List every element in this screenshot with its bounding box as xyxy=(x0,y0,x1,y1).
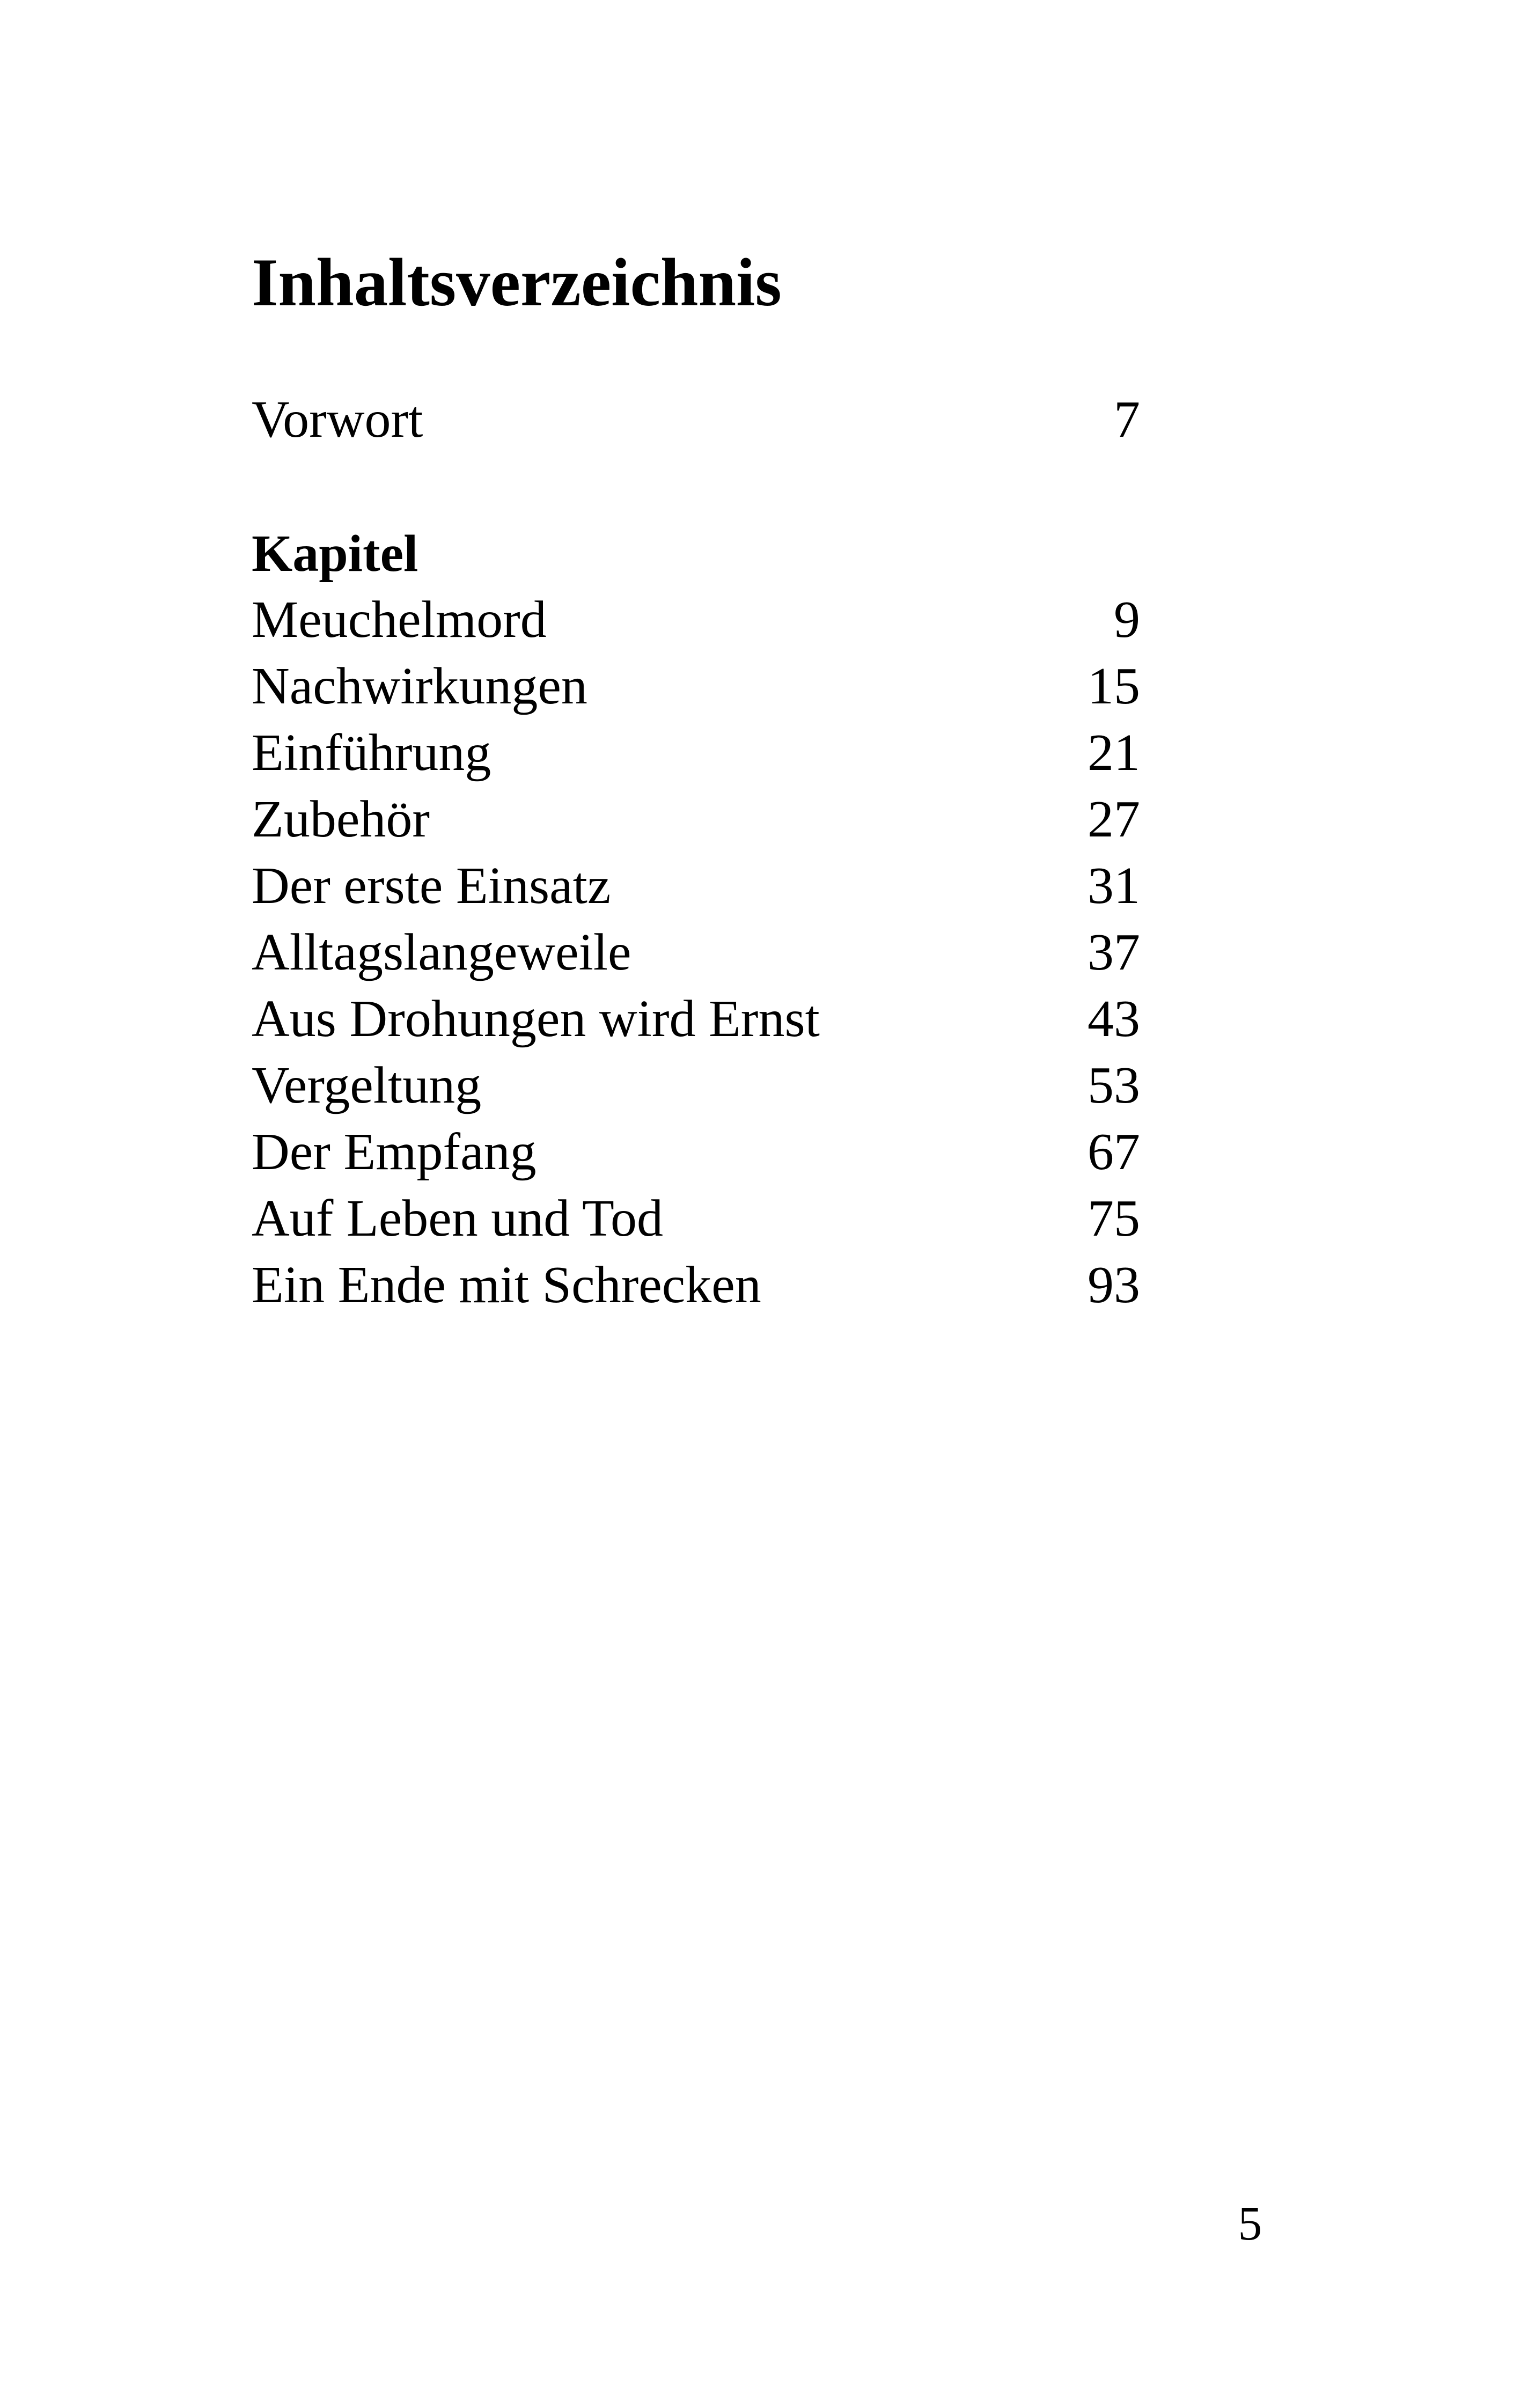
toc-entry-title: Meuchelmord xyxy=(252,591,547,649)
toc-entry-page: 37 xyxy=(1088,923,1140,981)
toc-entry xyxy=(252,720,1140,786)
toc-entry-page: 31 xyxy=(1088,857,1140,915)
toc-entry xyxy=(252,653,1140,720)
page-number: 5 xyxy=(1238,2197,1262,2250)
toc-entry-page: 21 xyxy=(1088,724,1140,782)
toc-entry-page: 9 xyxy=(1114,591,1140,649)
toc-entry-page: 15 xyxy=(1088,657,1140,715)
toc-entry-title: Zubehör xyxy=(252,790,430,848)
section-heading-chapters: Kapitel xyxy=(252,525,418,583)
toc-entry-title: Alltagslangeweile xyxy=(252,923,631,981)
toc-entry-title: Nachwirkungen xyxy=(252,657,587,715)
toc-entry xyxy=(252,853,1140,919)
toc-entry-page: 27 xyxy=(1088,790,1140,848)
toc-entry xyxy=(252,1185,1140,1252)
toc-entry xyxy=(252,586,1140,653)
toc-entry-title: Vorwort xyxy=(252,391,423,449)
page-title: Inhaltsverzeichnis xyxy=(252,245,782,320)
toc-entry xyxy=(252,1052,1140,1119)
toc-entry-page: 53 xyxy=(1088,1056,1140,1114)
toc-entry-page: 7 xyxy=(1114,391,1140,449)
toc-entry-page: 43 xyxy=(1088,990,1140,1048)
toc-entry-page: 93 xyxy=(1088,1256,1140,1314)
toc-entry-title: Der Empfang xyxy=(252,1123,537,1181)
toc-entry xyxy=(252,786,1140,853)
toc-entry-title: Vergeltung xyxy=(252,1056,482,1114)
toc-entry-title: Der erste Einsatz xyxy=(252,857,611,915)
toc-entry-title: Einführung xyxy=(252,724,491,782)
toc-entry xyxy=(252,1119,1140,1185)
toc-entry-title: Ein Ende mit Schrecken xyxy=(252,1256,761,1314)
toc-entry xyxy=(252,919,1140,986)
toc-entry-title: Aus Drohungen wird Ernst xyxy=(252,990,820,1048)
toc-entry-title: Auf Leben und Tod xyxy=(252,1190,664,1247)
toc-entry-page: 75 xyxy=(1088,1190,1140,1247)
toc-entry xyxy=(252,1252,1140,1318)
toc-entry-preface xyxy=(252,386,1140,453)
toc-entry-page: 67 xyxy=(1088,1123,1140,1181)
toc-entry xyxy=(252,986,1140,1052)
